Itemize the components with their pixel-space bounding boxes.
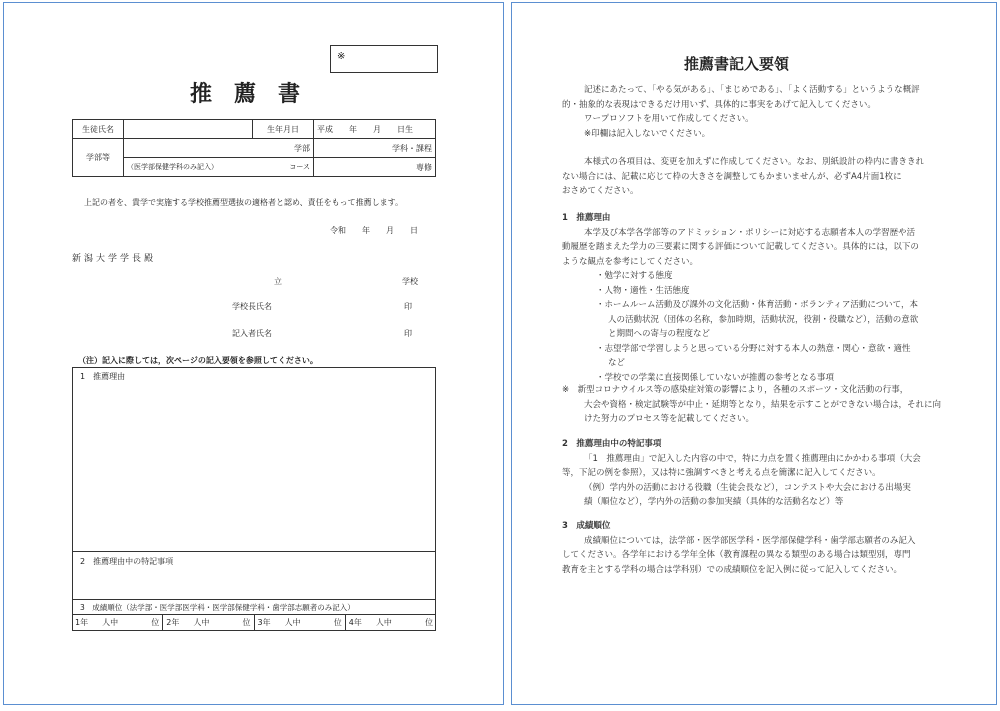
section-1-bullets bbox=[562, 269, 962, 313]
rank-grade: 1年 bbox=[75, 618, 89, 627]
divider bbox=[72, 551, 436, 552]
serial-mark: ※ bbox=[337, 51, 346, 62]
principal-name-label: 学校長氏名 bbox=[232, 302, 272, 311]
rank-grade: 2年 bbox=[166, 618, 180, 627]
bullet-continuation: 人の活動状況（団体の名称，参加時期，活動状況，役割・役職など），活動の意欲 bbox=[608, 314, 919, 325]
faculty-field[interactable]: 学部 bbox=[124, 139, 314, 158]
school-prefecture-mark: 立 bbox=[274, 277, 282, 286]
section-2-label: 2 推薦理由中の特記事項 bbox=[80, 557, 174, 566]
department-field[interactable]: 学科・課程 bbox=[314, 139, 436, 158]
section-1-line: ような観点を参考にしてください。 bbox=[562, 256, 699, 267]
section-2-line: 「1 推薦理由」で記入した内容の中で，特に力点を置く推薦理由にかかわる事項（大会 bbox=[584, 453, 921, 464]
section-1-block bbox=[562, 211, 962, 385]
major-field[interactable]: 専修 bbox=[314, 158, 436, 177]
section-1-heading: 1 推薦理由 bbox=[562, 213, 611, 223]
special-notes-area[interactable] bbox=[76, 569, 432, 597]
name-input[interactable] bbox=[124, 120, 253, 139]
rank-cell-4[interactable] bbox=[346, 614, 436, 631]
birth-label: 生年月日 bbox=[253, 120, 314, 139]
name-label: 生徒氏名 bbox=[73, 120, 124, 139]
intro-line: ワープロソフトを用いて作成してください。 bbox=[584, 114, 754, 124]
recommendation-statement: 上記の者を、貴学で実施する学校推薦型選抜の適格者と認め、責任をもって推薦します。 bbox=[84, 198, 404, 207]
covid-line: 大会や資格・検定試験等が中止・延期等となり，結果を示すことができない場合は，それに向 bbox=[584, 399, 942, 410]
covid-line: ※ 新型コロナウイルス等の感染症対策の影響により，各種のスポーツ・文化活動の行事， bbox=[562, 385, 909, 395]
section-2-line: 績（順位など），学内外の活動の参加実績（具体的な活動名など）等 bbox=[584, 497, 844, 507]
section-2-line: （例）学内外の活動における役職（生徒会長など），コンテストや大会における出場実 bbox=[584, 482, 911, 493]
rank-text: 人中 bbox=[375, 618, 392, 627]
section-3-line: 成績順位については，法学部・医学部医学科・医学部保健学科・歯学部志願者のみ記入 bbox=[584, 535, 916, 546]
format-block bbox=[562, 155, 962, 199]
section-3-line: してください。各学年における学年全体（教育課程の異なる類型のある場合は類型別，専門 bbox=[562, 550, 911, 560]
course-field: コース bbox=[289, 163, 310, 171]
section-1-label: 1 推薦理由 bbox=[80, 372, 126, 381]
instructions-title: 推薦書記入要領 bbox=[684, 55, 790, 73]
intro-line: ※印欄は記入しないでください。 bbox=[584, 128, 711, 139]
rank-grade: 4年 bbox=[348, 618, 362, 627]
rank-text: 人中 bbox=[102, 618, 119, 627]
section-2-heading: 2 推薦理由中の特記事項 bbox=[562, 439, 662, 449]
bullet-item: ・ 志望学部で学習しようと思っている分野に対する本人の熱意・関心・意欲・適性 bbox=[596, 342, 962, 357]
date-line: 令和 年 月 日 bbox=[330, 226, 418, 235]
bullet-item: ・ 学校での学業に直接関係していないが推薦の参考となる事項 bbox=[596, 371, 962, 386]
section-3-label: 3 成績順位（法学部・医学部医学科・医学部保健学科・歯学部志願者のみ記入） bbox=[80, 603, 355, 612]
serial-number-box bbox=[330, 45, 438, 73]
section-1-bullets bbox=[562, 342, 962, 357]
intro-block bbox=[562, 83, 962, 141]
course-row[interactable] bbox=[124, 158, 314, 177]
bullet-item: ・ 勉学に対する態度 bbox=[596, 269, 962, 284]
writer-name-label: 記入者氏名 bbox=[232, 329, 272, 338]
section-1-line: 本学及び本学各学部等のアドミッション・ポリシーに対応する志願者本人の学習歴や活 bbox=[584, 227, 916, 238]
faculty-label: 学部等 bbox=[73, 139, 124, 177]
bullet-continuation: など bbox=[608, 358, 626, 368]
rank-cell-2[interactable] bbox=[163, 614, 254, 631]
bullet-item: ・ ホームルーム活動及び課外の文化活動・体育活動・ボランティア活動について，本 bbox=[596, 298, 962, 313]
rank-unit: 位 bbox=[425, 618, 433, 627]
writer-seal: 印 bbox=[404, 329, 412, 338]
format-line: 本様式の各項目は、変更を加えずに作成してください。なお、別紙設計の枠内に書ききれ bbox=[584, 157, 925, 167]
form-title: 推薦書 bbox=[190, 81, 323, 107]
section-2-block bbox=[562, 437, 962, 510]
rank-unit: 位 bbox=[151, 618, 160, 627]
bullet-item: ・ 人物・適性・生活態度 bbox=[596, 284, 962, 299]
rank-text: 人中 bbox=[284, 618, 301, 627]
recommendation-form-page bbox=[3, 2, 504, 705]
section-3-heading: 3 成績順位 bbox=[562, 521, 611, 531]
section-3-block bbox=[562, 519, 962, 577]
divider bbox=[72, 599, 436, 600]
instructions-page bbox=[511, 2, 997, 705]
rank-row bbox=[72, 614, 436, 631]
rank-cell-3[interactable] bbox=[255, 614, 346, 631]
form-note: （注）記入に際しては，次ページの記入要領を参照してください。 bbox=[78, 356, 318, 365]
covid-line: けた努力のプロセス等を記載してください。 bbox=[584, 414, 755, 424]
faculty-note: （医学部保健学科のみ記入） bbox=[127, 163, 218, 171]
intro-line: 的・抽象的な表現はできるだけ用いず、具体的に事実をあげて記入してください。 bbox=[562, 99, 876, 110]
school-suffix: 学校 bbox=[402, 277, 418, 286]
student-info-table bbox=[72, 119, 436, 177]
rank-text: 人中 bbox=[193, 618, 210, 627]
section-3-line: 教育を主とする学科の場合は学科別）での成績順位を記入例に従って記入してください。 bbox=[562, 564, 903, 575]
rank-grade: 3年 bbox=[257, 618, 271, 627]
birth-date-field[interactable]: 平成 年 月 日生 bbox=[314, 120, 436, 139]
principal-seal: 印 bbox=[404, 302, 412, 311]
recommendation-reason-area[interactable] bbox=[76, 383, 432, 549]
rank-cell-1[interactable] bbox=[72, 614, 163, 631]
rank-unit: 位 bbox=[333, 618, 342, 627]
section-1-line: 動履歴を踏まえた学力の三要素に関する評価について記載してください。具体的には，以下の bbox=[562, 242, 919, 252]
section-2-line: 等，下記の例を参照），又は特に強調すべきと考える点を簡潔に記入してください。 bbox=[562, 468, 881, 478]
bullet-continuation: と期間への寄与の程度など bbox=[608, 329, 711, 339]
covid-note-block bbox=[562, 383, 962, 427]
addressee: 新潟大学学長殿 bbox=[72, 254, 157, 264]
intro-line: 記述にあたって、「やる気がある」、「まじめである」、「よく活動する」というような概評 bbox=[584, 85, 920, 95]
rank-unit: 位 bbox=[242, 618, 251, 627]
format-line: おさめてください。 bbox=[562, 186, 639, 196]
format-line: ない場合には、記載に応じて枠の大きさを調整してもかまいませんが、必ずA4片面1枚に bbox=[562, 171, 902, 182]
